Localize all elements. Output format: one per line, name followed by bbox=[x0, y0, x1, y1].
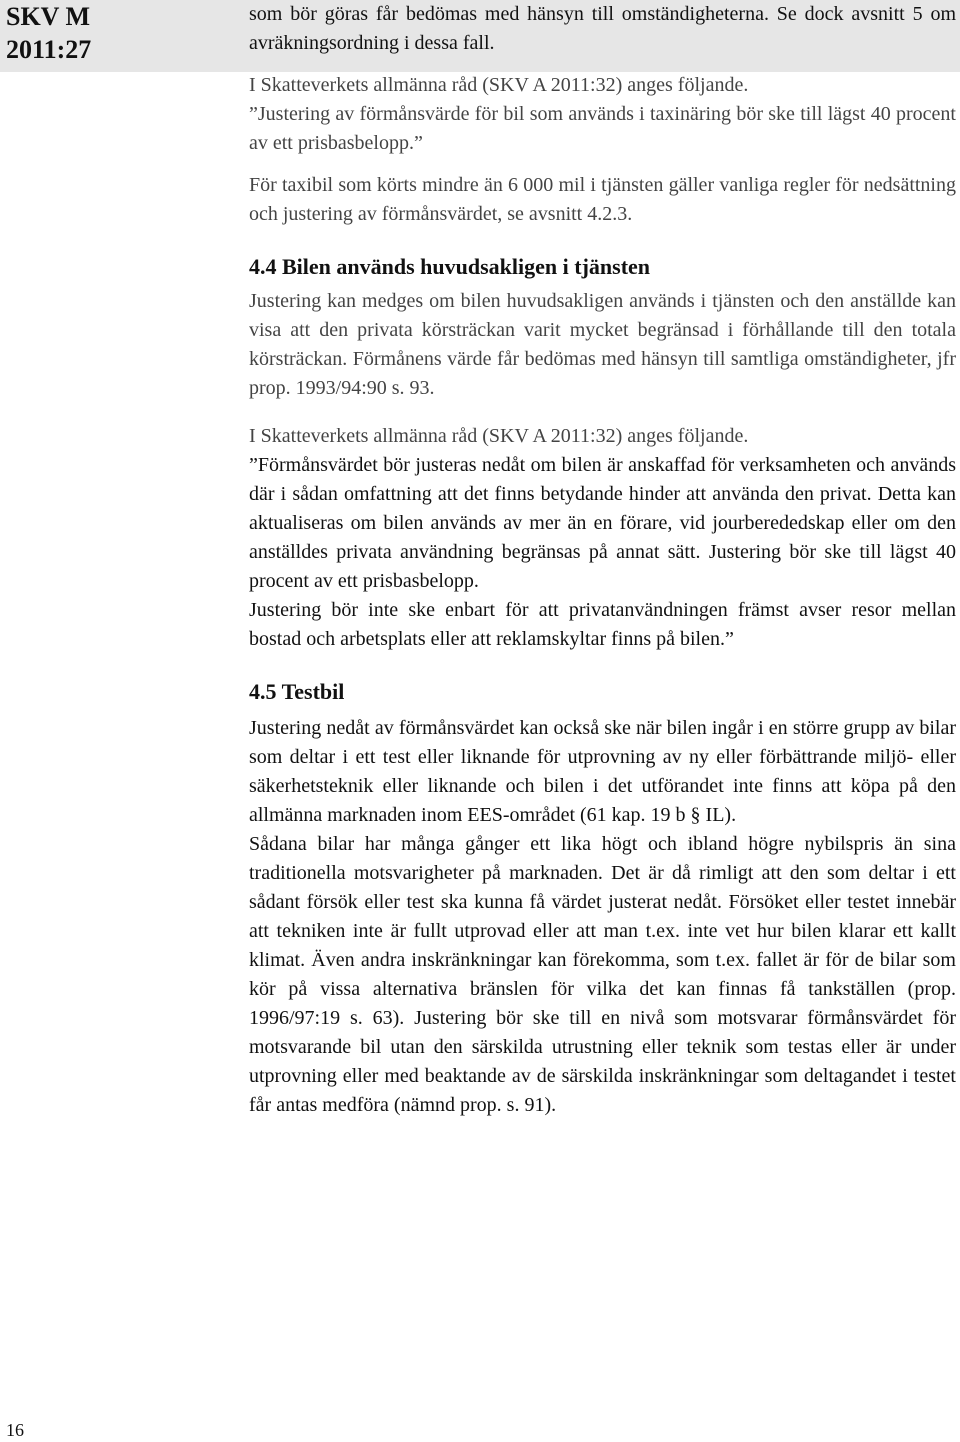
section-4-4-advice-p2: Justering bör inte ske enbart för att privatanvändningen främst avser resor mellan bostad och arbetsplats eller att reklamskyltar finns på bilen.” bbox=[249, 599, 956, 650]
section-4-5-body1: Justering nedåt av förmånsvärdet kan också ske när bilen ingår i en större grupp av bilar som deltar i ett test eller liknande för utprovning av ny eller förbättrande miljö- eller säkerhetsteknik eller liknande och bilen i det utförandet inte finns att köpa på den allmänna marknaden inom EES-området (61 kap. 19 b § IL). bbox=[249, 717, 956, 826]
section-4-5-body2: Sådana bilar har många gånger ett lika högt och ibland högre nybilspris än sina traditionella motsvarigheter på marknaden. Det är då rimligt att den som deltar i ett sådant försök eller test ska kunna få värdet justerat nedåt. Försöket eller testet innebär att tekniken inte är fullt utprovad eller att man t.ex. inte vet hur bilen klarar ett kallt klimat. Även andra inskränkningar kan förekomma, som t.ex. fallet är för de bilar som kör på vissa alternativa bränslen för vilka det kan finnas få tankställen (prop. 1996/97:19 s. 63). Justering bör ske till en nivå som motsvarar förmånsvärdet för motsvarande bil utan den särskilda utrustning eller teknik som testas eller är under utprovning eller med beaktande av de särskilda inskränkningar som deltagandet i testet får antas medföra (nämnd prop. s. 91). bbox=[249, 833, 956, 1116]
document-id bbox=[6, 0, 236, 66]
section-4-4-advice-p1: ”Förmånsvärdet bör justeras nedåt om bilen är anskaffad för verksamheten och används där i sådan omfattning att det finns betydande hinder att använda den privat. Detta kan aktualiseras om bilen används av mer än en förare, vid jourberededskap eller om den anställdes privata användning begränsas på annat sätt. Justering bör ske till lägst 40 procent av ett prisbasbelopp. bbox=[249, 454, 956, 592]
section-heading-4-5: 4.5 Testbil bbox=[249, 679, 345, 704]
paragraph-continuation: som bör göras får bedömas med hänsyn till omständigheterna. Se dock avsnitt 5 om avräkningsordning i dessa fall. bbox=[249, 3, 956, 54]
paragraph-taxi-rules: För taxibil som körts mindre än 6 000 mil i tjänsten gäller vanliga regler för nedsättning och justering av förmånsvärdet, se avsnitt 4.2.3. bbox=[249, 174, 956, 225]
advice-quote-taxi: ”Justering av förmånsvärde för bil som används i taxinäring bör ske till lägst 40 procent av ett prisbasbelopp.” bbox=[249, 103, 956, 154]
section-heading-4-4: 4.4 Bilen används huvudsakligen i tjänsten bbox=[249, 254, 651, 279]
main-content bbox=[249, 0, 956, 1120]
section-4-4-advice-intro: I Skatteverkets allmänna råd (SKV A 2011:32) anges följande. bbox=[249, 425, 749, 447]
document-id-line1: SKV M bbox=[6, 2, 91, 31]
page-number: 16 bbox=[6, 1420, 24, 1440]
advice-intro: I Skatteverkets allmänna råd (SKV A 2011:32) anges följande. bbox=[249, 74, 749, 96]
section-4-4-body: Justering kan medges om bilen huvudsakligen används i tjänsten och den anställde kan visa att den privata körsträckan varit mycket begränsad i förhållande till den totala körsträckan. Förmånens värde får bedömas med hänsyn till samtliga omständigheter, jfr prop. 1993/94:90 s. 93. bbox=[249, 290, 956, 399]
document-id-line2: 2011:27 bbox=[6, 35, 92, 64]
